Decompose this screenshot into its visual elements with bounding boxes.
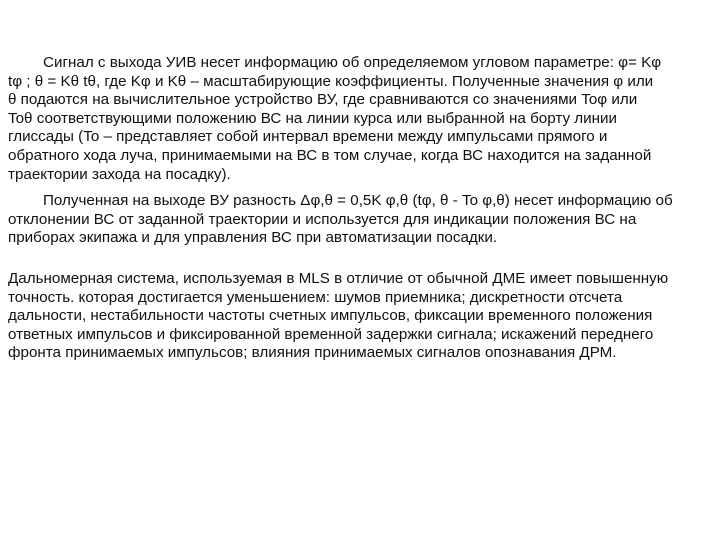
text-line: приборах экипажа и для управления ВС при автоматизации посадки.: [8, 229, 498, 247]
text-line: траектории захода на посадку).: [8, 165, 231, 183]
text-line: отклонении ВС от заданной траектории и используется для индикации положения ВС на: [8, 210, 637, 228]
paragraph-rangefinder-system: [8, 270, 714, 363]
paragraph-signal-output: [8, 54, 714, 184]
text-line: обратного хода луча, принимаемыми на ВС в том случае, когда ВС находится на заданной: [8, 146, 652, 164]
text-line: [8, 54, 714, 73]
text-line: [8, 192, 714, 211]
paragraph-difference-output: [8, 192, 714, 248]
text-line-content: Сигнал с выхода УИВ несет информацию об определяемом угловом параметре: φ= Kφ: [43, 54, 662, 71]
text-line: ответных импульсов и фиксированной временной задержки сигнала; искажений переднего: [8, 325, 654, 343]
text-line-content: Полученная на выходе ВУ разность Δφ,θ = 0,5K φ,θ (tφ, θ - To φ,θ) несет информацию об: [43, 192, 673, 209]
text-line: фронта принимаемых импульсов; влияния принимаемых сигналов опознавания ДРМ.: [8, 344, 617, 362]
text-line: точность. которая достигается уменьшением: шумов приемника; дискретности отсчета: [8, 288, 623, 306]
text-line: дальности, нестабильности частоты счетных импульсов, фиксации временного положения: [8, 307, 653, 325]
text-line: θ подаются на вычислительное устройство ВУ, где сравниваются со значениями Toφ или: [8, 91, 638, 109]
text-line: Toθ соответствующими положению ВС на линии курса или выбранной на борту линии: [8, 109, 617, 127]
text-line: tφ ; θ = Kθ tθ, где Kφ и Kθ – масштабирующие коэффициенты. Полученные значения φ или: [8, 72, 654, 90]
text-line: глиссады (To – представляет собой интервал времени между импульсами прямого и: [8, 128, 608, 146]
text-line: Дальномерная система, используемая в MLS в отличие от обычной ДМЕ имеет повышенную: [8, 270, 669, 287]
